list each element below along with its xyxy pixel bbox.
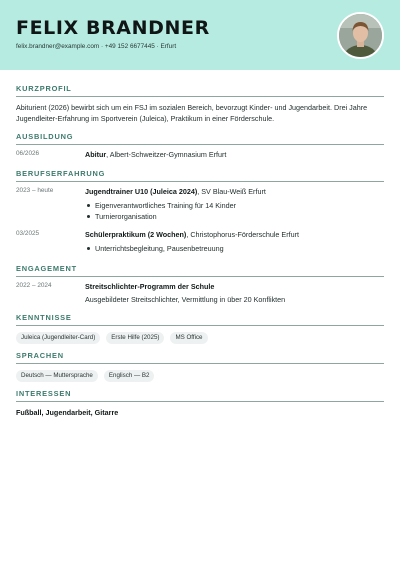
candidate-name: FELIX BRANDNER xyxy=(16,17,210,39)
entry-role: Schülerpraktikum (2 Wochen) xyxy=(85,230,187,239)
entry-role: Jugendtrainer U10 (Juleica 2024) xyxy=(85,187,198,196)
section-interests xyxy=(16,389,384,417)
section-profile xyxy=(16,84,384,124)
skill-chip: Erste Hilfe (2025) xyxy=(106,332,164,344)
entry-title xyxy=(85,187,384,197)
section-engagement xyxy=(16,264,384,310)
entry-date: 2022 – 2024 xyxy=(16,282,52,289)
profile-text: Abiturient (2026) bewirbt sich um ein FSJ im sozialen Bereich, bevorzugt Kinder- und Jugendarbeit. Drei Jahre Jugendleiter-Erfahrung im Sportverein (Juleica), Praktikum in einer Förderschule. xyxy=(16,103,368,123)
section-experience xyxy=(16,169,384,259)
bullet-item: Turnierorganisation xyxy=(85,211,384,222)
skill-chip: Juleica (Jugendleiter-Card) xyxy=(16,332,100,344)
entry-date: 2023 – heute xyxy=(16,187,54,194)
entry-org: , Christophorus-Förderschule Erfurt xyxy=(186,230,299,239)
interests-text: Fußball, Jugendarbeit, Gitarre xyxy=(16,408,119,417)
section-title-skills: KENNTNISSE xyxy=(16,313,384,326)
skills-chips xyxy=(16,332,384,344)
entry-role: Streitschlichter-Programm der Schule xyxy=(85,282,215,291)
entry-title xyxy=(85,282,384,292)
section-skills xyxy=(16,313,384,344)
entry-bullets xyxy=(85,200,384,222)
resume-header xyxy=(0,0,400,70)
entry-org: , Albert-Schweitzer-Gymnasium Erfurt xyxy=(106,150,227,159)
section-education xyxy=(16,132,384,162)
section-title-engagement: ENGAGEMENT xyxy=(16,264,384,277)
profile-photo xyxy=(337,12,384,59)
section-title-interests: INTERESSEN xyxy=(16,389,384,402)
language-chip: Deutsch — Muttersprache xyxy=(16,370,98,382)
section-title-profile: KURZPROFIL xyxy=(16,84,384,97)
entry-description: Ausgebildeter Streitschlichter, Vermittlung in über 20 Konflikten xyxy=(85,295,286,304)
entry-date: 03/2025 xyxy=(16,230,40,237)
section-title-languages: SPRACHEN xyxy=(16,351,384,364)
entry-title xyxy=(85,150,384,160)
entry-date: 06/2026 xyxy=(16,150,40,157)
entry-org: , SV Blau-Weiß Erfurt xyxy=(197,187,266,196)
bullet-item: Unterrichtsbegleitung, Pausenbetreuung xyxy=(85,243,384,254)
section-title-education: AUSBILDUNG xyxy=(16,132,384,145)
languages-chips xyxy=(16,370,384,382)
entry-title xyxy=(85,230,384,240)
entry-bullets xyxy=(85,243,384,254)
skill-chip: MS Office xyxy=(170,332,207,344)
bullet-item: Eigenverantwortliches Training für 14 Kinder xyxy=(85,200,384,211)
section-languages xyxy=(16,351,384,382)
section-title-experience: BERUFSERFAHRUNG xyxy=(16,169,384,182)
entry-role: Abitur xyxy=(85,150,107,159)
language-chip: Englisch — B2 xyxy=(104,370,155,382)
contact-line: felix.brandner@example.com · +49 152 6677445 · Erfurt xyxy=(16,43,177,50)
